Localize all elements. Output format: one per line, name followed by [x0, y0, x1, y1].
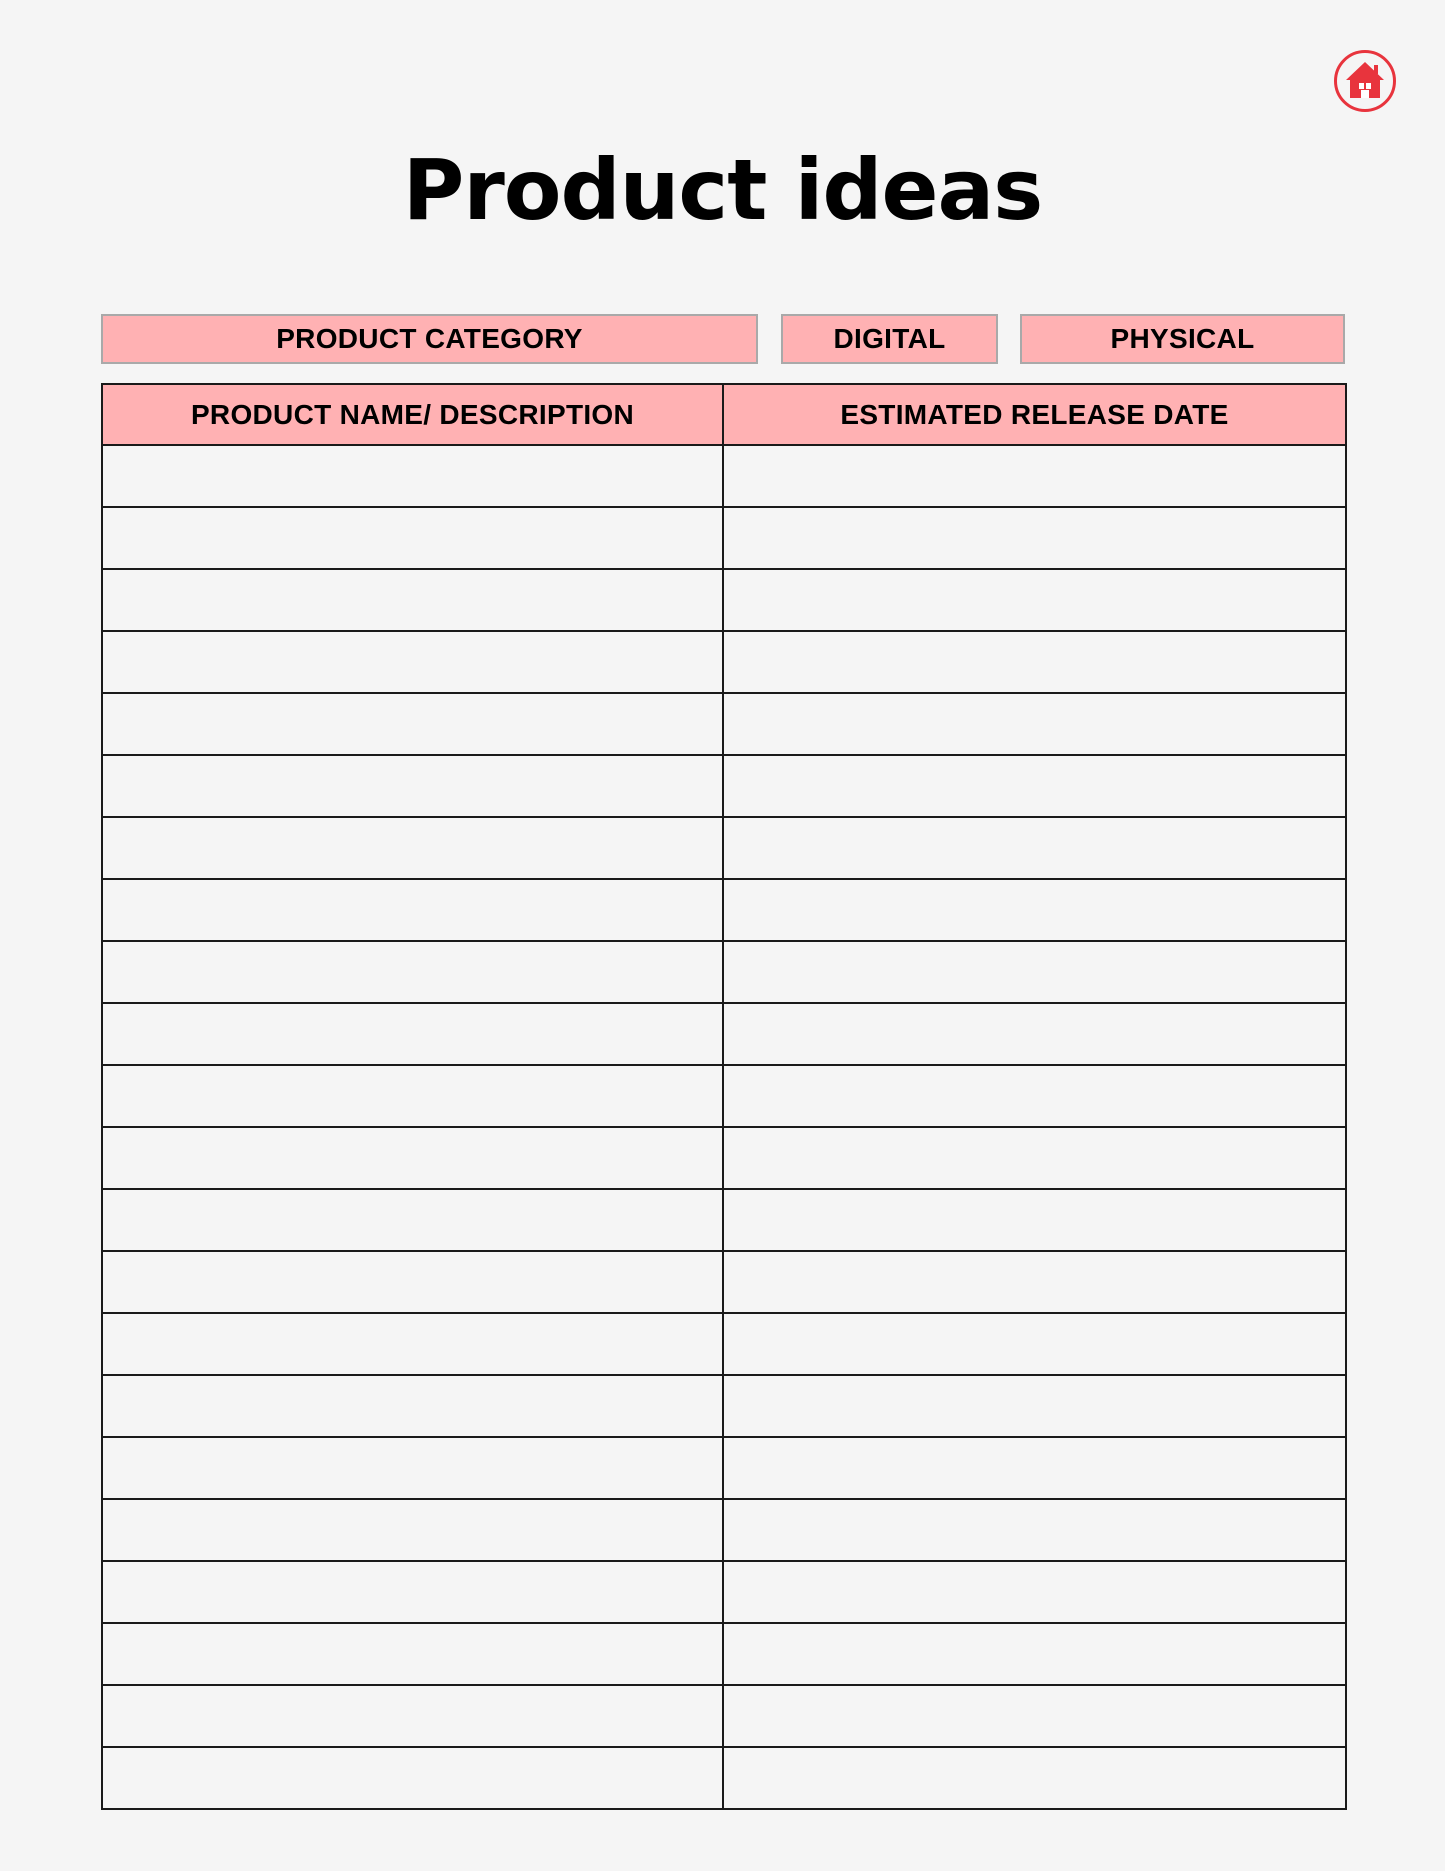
page-title: Product ideas	[402, 141, 1043, 239]
product-name-cell[interactable]	[102, 817, 723, 879]
table-row	[102, 879, 1346, 941]
table-row	[102, 1003, 1346, 1065]
table-row	[102, 631, 1346, 693]
release-date-cell[interactable]	[723, 569, 1346, 631]
column-header-release-date: ESTIMATED RELEASE DATE	[723, 384, 1346, 445]
table-row	[102, 1189, 1346, 1251]
release-date-cell[interactable]	[723, 755, 1346, 817]
table-row	[102, 1251, 1346, 1313]
table-row	[102, 1747, 1346, 1809]
product-name-cell[interactable]	[102, 1561, 723, 1623]
product-category-label: PRODUCT CATEGORY	[101, 314, 758, 364]
product-name-cell[interactable]	[102, 1747, 723, 1809]
release-date-cell[interactable]	[723, 817, 1346, 879]
product-name-cell[interactable]	[102, 1499, 723, 1561]
product-name-cell[interactable]	[102, 1189, 723, 1251]
product-name-cell[interactable]	[102, 507, 723, 569]
release-date-cell[interactable]	[723, 1065, 1346, 1127]
table-row	[102, 941, 1346, 1003]
release-date-cell[interactable]	[723, 941, 1346, 1003]
product-name-cell[interactable]	[102, 879, 723, 941]
product-name-cell[interactable]	[102, 569, 723, 631]
product-name-cell[interactable]	[102, 755, 723, 817]
release-date-cell[interactable]	[723, 1189, 1346, 1251]
product-name-cell[interactable]	[102, 445, 723, 507]
table-row	[102, 569, 1346, 631]
table-header-row	[102, 384, 1346, 445]
table-row	[102, 817, 1346, 879]
product-name-cell[interactable]	[102, 1065, 723, 1127]
table-row	[102, 1127, 1346, 1189]
release-date-cell[interactable]	[723, 1747, 1346, 1809]
release-date-cell[interactable]	[723, 1003, 1346, 1065]
release-date-cell[interactable]	[723, 507, 1346, 569]
table-row	[102, 693, 1346, 755]
table-row	[102, 1313, 1346, 1375]
release-date-cell[interactable]	[723, 1375, 1346, 1437]
category-option-physical[interactable]: PHYSICAL	[1020, 314, 1345, 364]
release-date-cell[interactable]	[723, 1437, 1346, 1499]
table-row	[102, 1685, 1346, 1747]
table-row	[102, 507, 1346, 569]
product-name-cell[interactable]	[102, 1685, 723, 1747]
release-date-cell[interactable]	[723, 1561, 1346, 1623]
product-name-cell[interactable]	[102, 1313, 723, 1375]
table-row	[102, 755, 1346, 817]
category-option-digital[interactable]: DIGITAL	[781, 314, 998, 364]
release-date-cell[interactable]	[723, 445, 1346, 507]
home-button[interactable]	[1334, 50, 1396, 112]
product-name-cell[interactable]	[102, 1623, 723, 1685]
release-date-cell[interactable]	[723, 631, 1346, 693]
table-row	[102, 1623, 1346, 1685]
release-date-cell[interactable]	[723, 879, 1346, 941]
product-name-cell[interactable]	[102, 1003, 723, 1065]
table-row	[102, 1065, 1346, 1127]
product-ideas-table	[101, 383, 1347, 1810]
table-row	[102, 1375, 1346, 1437]
release-date-cell[interactable]	[723, 1313, 1346, 1375]
product-name-cell[interactable]	[102, 1127, 723, 1189]
table-row	[102, 445, 1346, 507]
product-name-cell[interactable]	[102, 1375, 723, 1437]
product-name-cell[interactable]	[102, 693, 723, 755]
release-date-cell[interactable]	[723, 1685, 1346, 1747]
release-date-cell[interactable]	[723, 693, 1346, 755]
table-row	[102, 1499, 1346, 1561]
release-date-cell[interactable]	[723, 1127, 1346, 1189]
release-date-cell[interactable]	[723, 1251, 1346, 1313]
release-date-cell[interactable]	[723, 1623, 1346, 1685]
product-name-cell[interactable]	[102, 941, 723, 1003]
table-row	[102, 1561, 1346, 1623]
home-icon	[1334, 50, 1396, 112]
table-body	[102, 445, 1346, 1809]
product-name-cell[interactable]	[102, 1251, 723, 1313]
table-row	[102, 1437, 1346, 1499]
product-name-cell[interactable]	[102, 1437, 723, 1499]
column-header-name: PRODUCT NAME/ DESCRIPTION	[102, 384, 723, 445]
product-name-cell[interactable]	[102, 631, 723, 693]
release-date-cell[interactable]	[723, 1499, 1346, 1561]
